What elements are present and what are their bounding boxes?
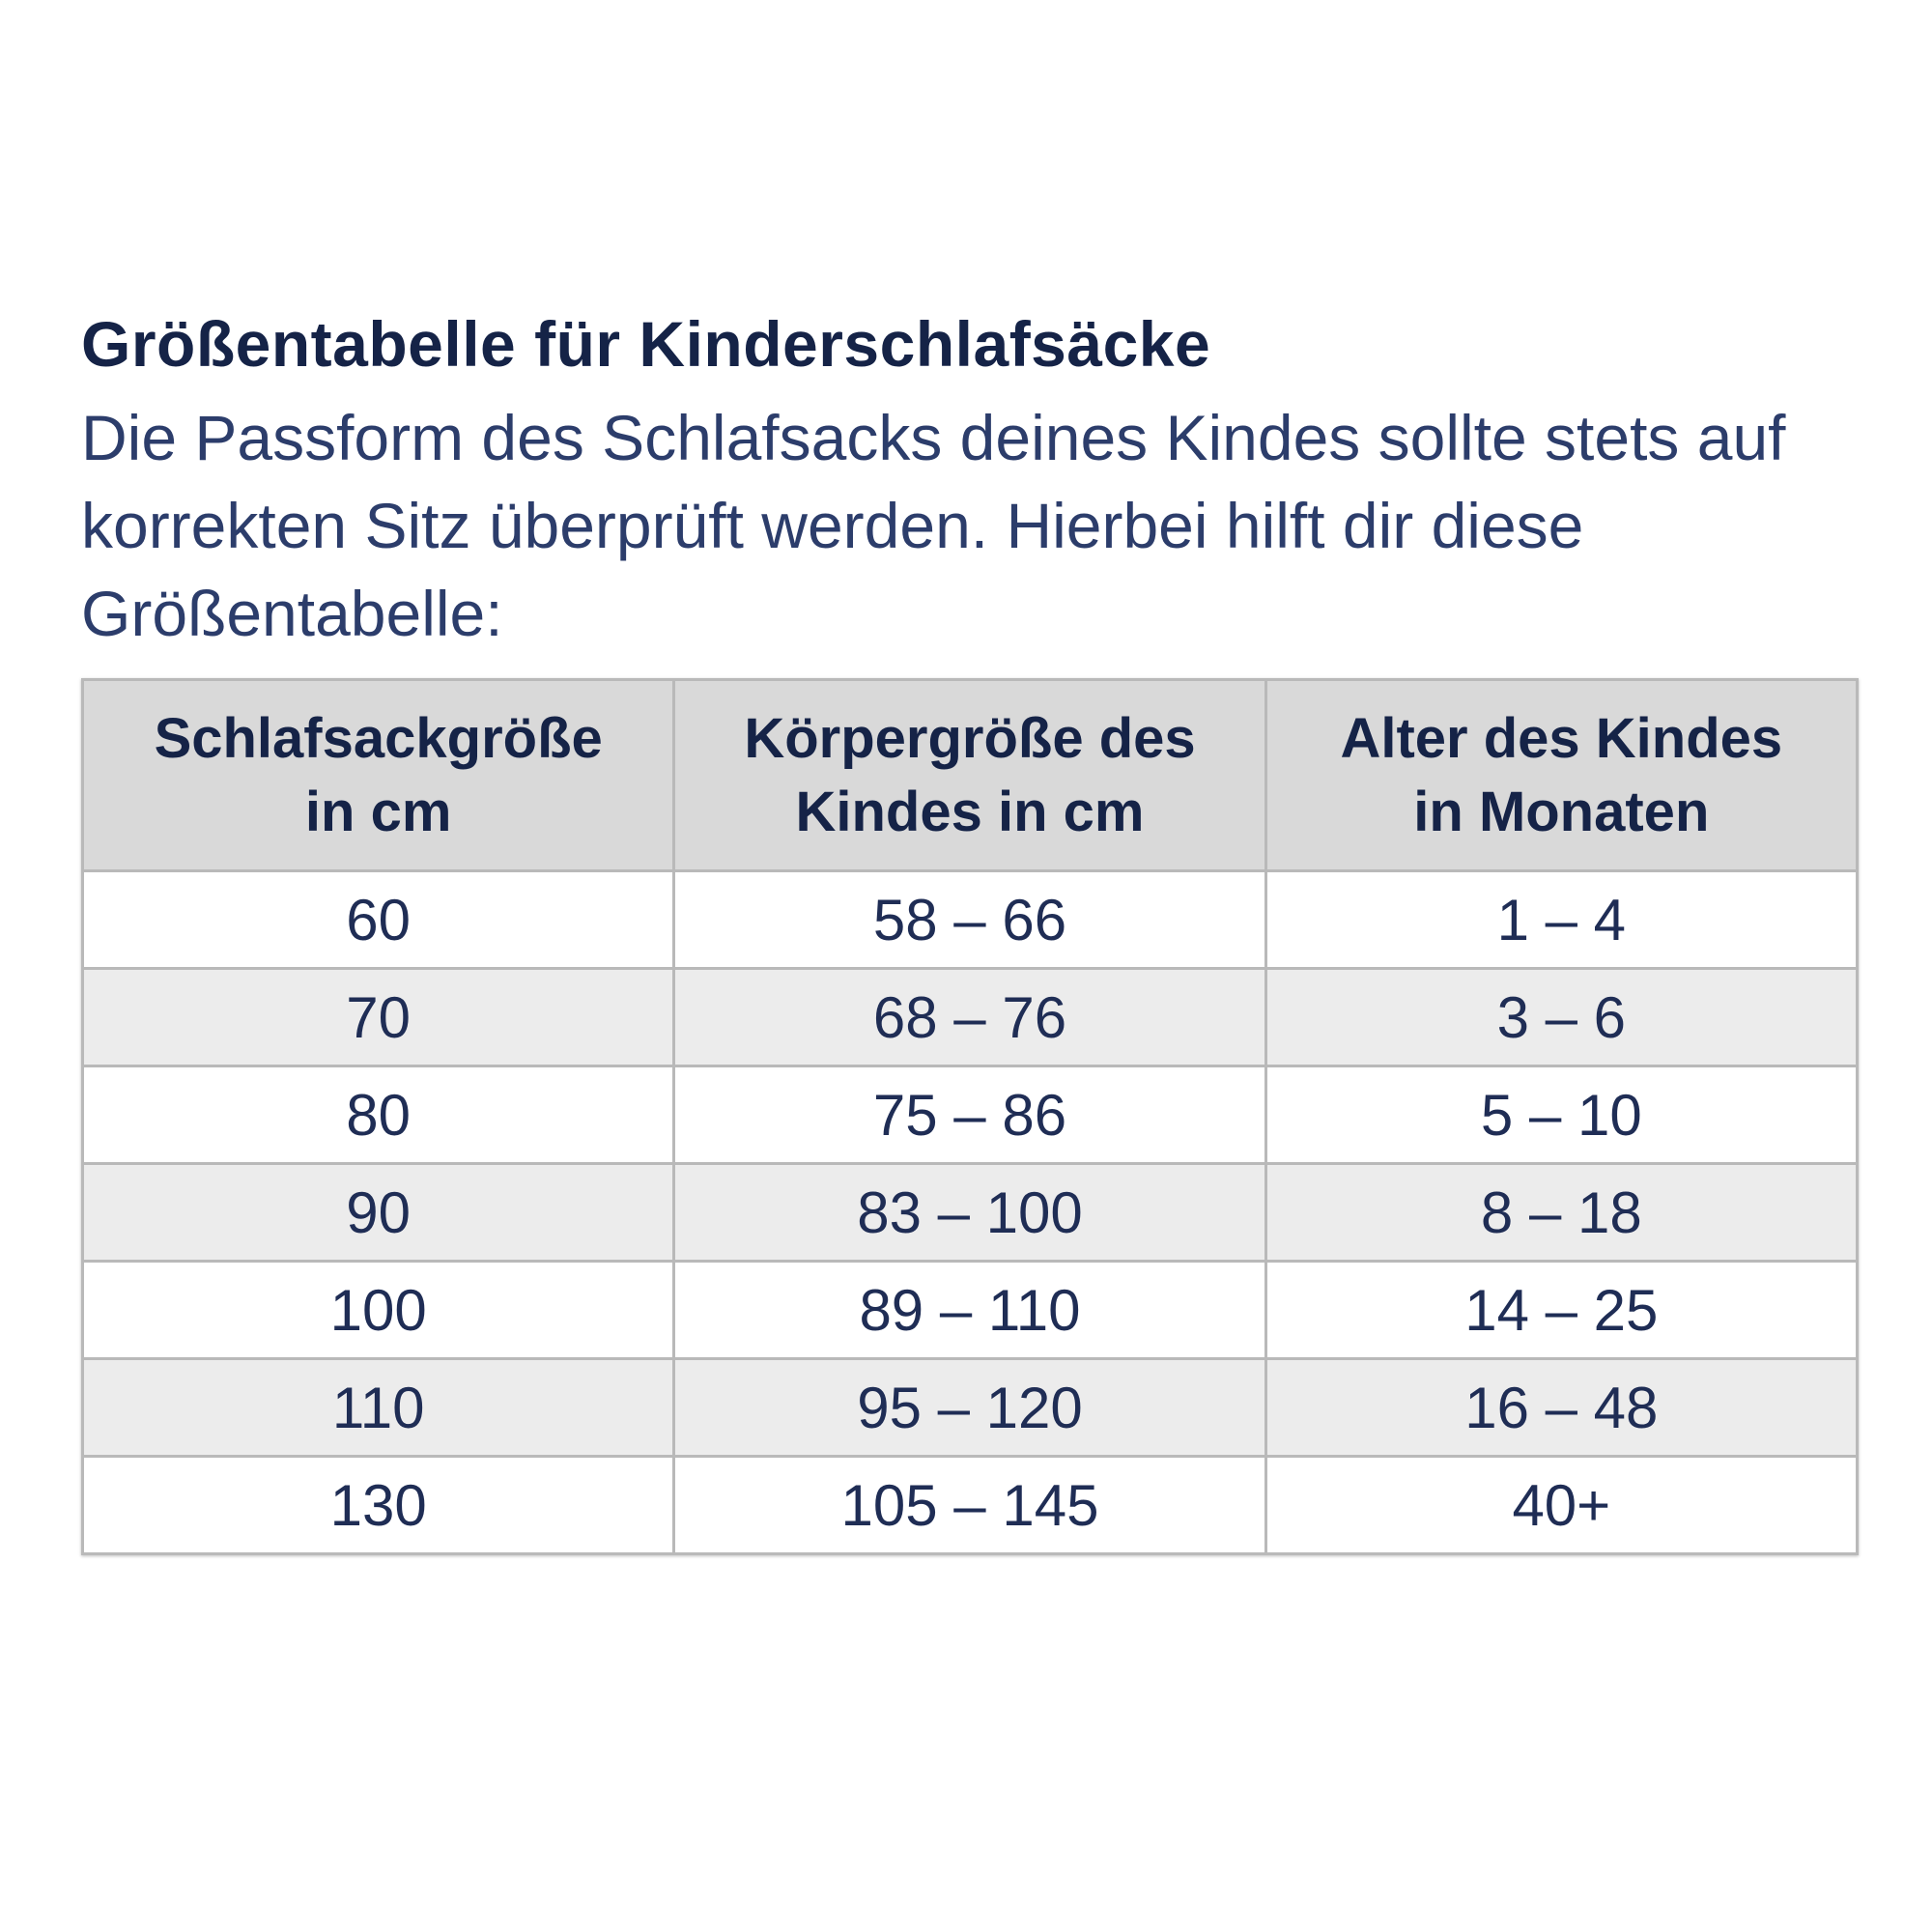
table-cell: 3 – 6 <box>1265 969 1857 1066</box>
table-row <box>83 1457 1858 1554</box>
table-cell: 75 – 86 <box>674 1066 1265 1164</box>
table-cell: 89 – 110 <box>674 1262 1265 1359</box>
table-cell: 100 <box>83 1262 674 1359</box>
table-cell: 5 – 10 <box>1265 1066 1857 1164</box>
table-cell: 1 – 4 <box>1265 871 1857 969</box>
intro-text: Die Passform des Schlafsacks deines Kindes sollte stets auf korrekten Sitz überprüft werden. Hierbei hilft dir diese Größentabelle: <box>81 402 1786 649</box>
table-cell: 40+ <box>1265 1457 1857 1554</box>
table-cell: 60 <box>83 871 674 969</box>
table-cell: 95 – 120 <box>674 1359 1265 1457</box>
table-cell: 68 – 76 <box>674 969 1265 1066</box>
table-row <box>83 969 1858 1066</box>
size-table <box>81 678 1859 1555</box>
table-cell: 90 <box>83 1164 674 1262</box>
table-row <box>83 871 1858 969</box>
table-cell: 110 <box>83 1359 674 1457</box>
page-title: Größentabelle für Kinderschlafsäcke <box>81 308 1211 380</box>
table-cell: 14 – 25 <box>1265 1262 1857 1359</box>
table-cell: 70 <box>83 969 674 1066</box>
table-row <box>83 1359 1858 1457</box>
table-cell: 130 <box>83 1457 674 1554</box>
table-row <box>83 1164 1858 1262</box>
table-cell: 16 – 48 <box>1265 1359 1857 1457</box>
table-cell: 80 <box>83 1066 674 1164</box>
table-cell: 83 – 100 <box>674 1164 1265 1262</box>
header-body-height: Körpergröße des Kindes in cm <box>674 680 1265 871</box>
table-row <box>83 1066 1858 1164</box>
header-sleeping-bag-size: Schlafsackgröße in cm <box>83 680 674 871</box>
table-cell: 105 – 145 <box>674 1457 1265 1554</box>
table-cell: 8 – 18 <box>1265 1164 1857 1262</box>
table-header-row <box>83 680 1858 871</box>
table-cell: 58 – 66 <box>674 871 1265 969</box>
header-child-age: Alter des Kindes in Monaten <box>1265 680 1857 871</box>
table-row <box>83 1262 1858 1359</box>
